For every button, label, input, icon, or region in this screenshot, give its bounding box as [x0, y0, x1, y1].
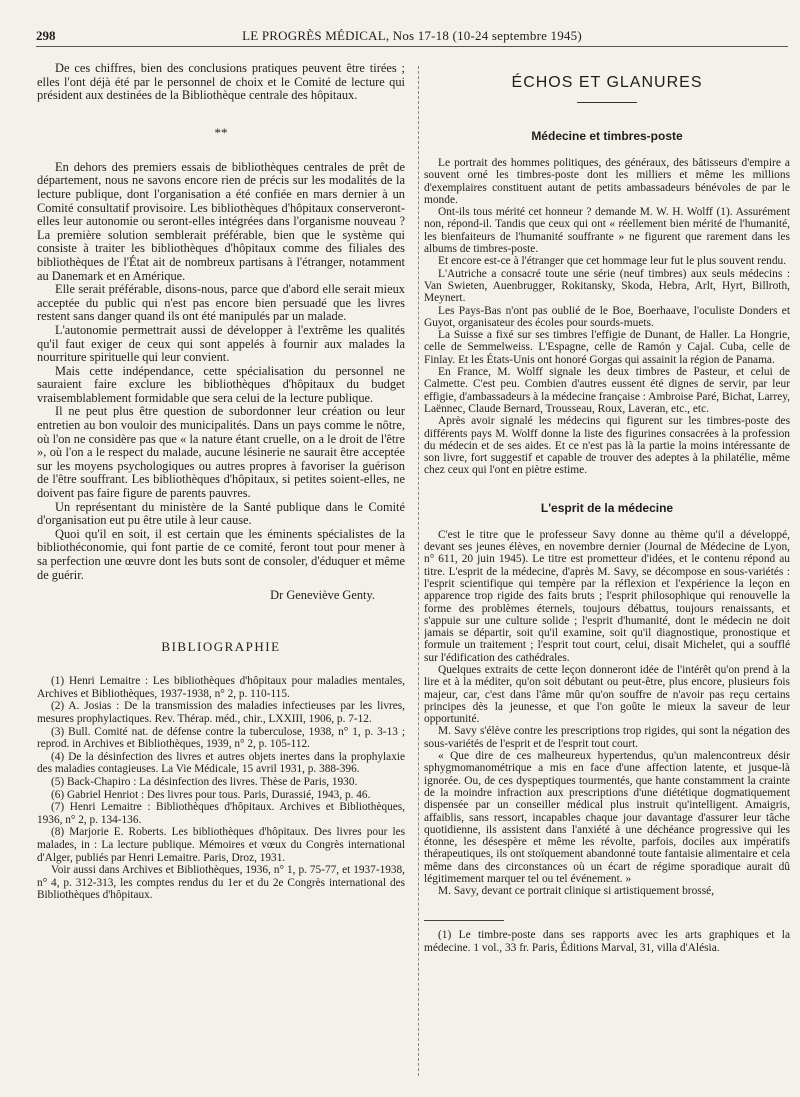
paragraph: « Que dire de ces malheureux hypertendus, qu'un malencontreux désir sphygmomanométrique a mis en face d'une affection latente, et jusque-là ignorée. Ou, de ces dyspeptiques tourmentés, que hante constamment la crainte de la moindre infraction aux prescriptions d'une diététique dogmatiquement dispensée par un conseiller médical plus instruit qu'intelligent. Amaigris, affaiblis, sans ressort, incapables chaque jour davantage d'assurer leur tâche quotidienne, ils assistent dans l'anxiété à une déchéance progressive qui les étonne, les désespère et même les révolte, parfois, dociles aux impératifs thérapeutiques, ils ont stoïquement abandonné toute fantaisie alimentaire et cela même dans des circonstances où un écart de régime sporadique aurait dû légitimement marquer tel ou tel événement. » [424, 750, 790, 886]
subsection-title: L'esprit de la médecine [540, 500, 674, 515]
section-title: ÉCHOS ET GLANURES [511, 74, 703, 91]
bibliography-title: BIBLIOGRAPHIE [161, 639, 281, 655]
bibliography-entry: Voir aussi dans Archives et Bibliothèques, 1936, n° 1, p. 75-77, et 1937-1938, n° 4, p. 312-313, les comptes rendus du 1er et du 2e Congrès international des Bibliothèques d'hôpitaux. [37, 864, 405, 902]
left-column [37, 62, 405, 902]
subsection-title: Médecine et timbres-poste [531, 129, 683, 143]
right-column [424, 62, 790, 955]
paragraph: Elle serait préférable, disons-nous, parce que d'abord elle serait mieux acceptée du public qui n'est pas encore bien persuadé que les livres restent sans danger quand ils ont été manipulés par un malade. [37, 282, 405, 324]
author-signature: Dr Geneviève Genty. [270, 588, 375, 603]
footnote-rule [424, 920, 504, 921]
page-number: 298 [36, 28, 56, 43]
paragraph: M. Savy s'élève contre les prescriptions trop rigides, qui sont la négation des sous-variétés de l'esprit et de l'esprit tout court. [424, 725, 790, 750]
paragraph: La Suisse a fixé sur ses timbres l'effigie de Dunant, de Haller. La Hongrie, celle de Semmelweiss. L'Espagne, celle de Ramón y Cajal. Cuba, celle de Finlay. Et les États-Unis ont honoré Gorgas qui assainit la région de Panama. [424, 329, 790, 366]
running-header [36, 28, 788, 47]
paragraph: Les Pays-Bas n'ont pas oublié de le Boe, Boerhaave, l'oculiste Donders et Guyot, organisateur des écoles pour sourds-muets. [424, 304, 790, 329]
paragraph: Il ne peut plus être question de subordonner leur création ou leur entretien au bon vouloir des municipalités. Dans un pays comme le nôtre, où l'on ne considère pas que « la nature étant cruelle, on a le droit de l'être », où l'on a le respect du malade, aucune lésinerie ne saurait être acceptée sur les moyens psychologiques ou autres propres à favoriser la guérison de l'être souffrant. Les bibliothèques d'hôpitaux, si petites soient-elles, ne doivent pas faire figure de parents pauvres. [37, 404, 405, 501]
bibliography-entry: (2) A. Josias : De la transmission des maladies infectieuses par les livres, mesures prophylactiques. Rev. Thérap. méd., chir., LXXIII, 1906, p. 7-12. [37, 700, 405, 725]
paragraph: L'autonomie permettrait aussi de développer à l'extrême les qualités qu'il faut exiger de ceux qui sont appelés à fournir aux malades la nourriture spirituelle qui leur convient. [37, 322, 405, 365]
paragraph: Quoi qu'il en soit, il est certain que les éminents spécialistes de la bibliothéconomie, qui font partie de ce comité, feront tout pour mener à sa perfection une œuvre dont les buts sont de consoler, d'éduquer et même de guérir. [37, 526, 405, 582]
bibliography-entry: (4) De la désinfection des livres et autres objets inertes dans la prophylaxie des maladies contagieuses. La Vie Médicale, 15 avril 1931, p. 388-396. [37, 750, 405, 776]
paragraph: Après avoir signalé les médecins qui figurent sur les timbres-poste des différents pays M. Wolff donne la liste des figurines consacrées à la profession du médecin et de ses aides. Et ce n'est pas là la partie la moins intéressante de son livre, fort suggestif et capable de trouver des adeptes à la philatélie, même chez ceux qui l'ont en piètre estime. [424, 415, 790, 477]
bibliography-entry: (1) Henri Lemaitre : Les bibliothèques d'hôpitaux pour maladies mentales, Archives et Bibliothèques, 1937-1938, n° 2, p. 110-115. [37, 675, 405, 700]
column-divider [418, 66, 419, 1076]
paragraph: Quelques extraits de cette leçon donneront idée de l'intérêt qu'on prend à la lire et à la méditer, qu'on soit débutant ou peut-être, plus encore, plusieurs fois majeur, car, c'est dans l'âme mûr qu'on souffre de n'avoir pas reçu certains principes dès la jeunesse, et que l'on goûte le mieux la saveur de leur opportunité. [424, 663, 790, 726]
title-rule [577, 102, 637, 103]
paragraph: Ont-ils tous mérité cet honneur ? demande M. W. H. Wolff (1). Assurément non, répond-il. Tandis que ceux qui ont « réellement bien mérité de l'humanité, les bienfaiteurs de l'humanité souffrante » ne figurent que rarement dans les albums de timbres-poste. [424, 206, 790, 256]
paragraph: M. Savy, devant ce portrait clinique si artistiquement brossé, [438, 885, 715, 898]
bibliography-entry: (7) Henri Lemaitre : Bibliothèques d'hôpitaux. Archives et Bibliothèques, 1936, n° 2, p. 134-136. [37, 801, 405, 826]
paragraph: C'est le titre que le professeur Savy donne au thème qu'il a développé, devant ses jeunes élèves, en novembre dernier (Journal de Médecine de Lyon, n° 611, 20 juin 1945). Le titre est prometteur d'idées, et le contenu répond au titre. L'esprit de la médecine, d'après M. Savy, se décompose en sous-variétés : l'esprit scientifique qui tempère par la réflexion et l'expérience la leçon en apparence trop rigide des faits bruts ; l'esprit philosophique qui renouvelle la forme des problèmes éternels, toujours débattus, toujours renaissants, et s'appuie sur une culture solide ; l'esprit d'humanité, dont le médecin ne doit jamais se départir, soit qu'il examine, soit qu'il diagnostique, pronostique et formule un traitement ; l'esprit tout court, celui, disait Michelet, qui a soufflé sur l'édification des cathédrales. [424, 528, 790, 664]
bibliography-entry: (6) Gabriel Henriot : Des livres pour tous. Paris, Durassié, 1943, p. 46. [51, 788, 371, 801]
bibliography-entry: (5) Back-Chapiro : La désinfection des livres. Thèse de Paris, 1930. [51, 775, 358, 788]
paragraph: De ces chiffres, bien des conclusions pratiques peuvent être tirées ; elles l'ont déjà été par le personnel de choix et le Comité de lecture qui président aux destinées de la Bibliothèque centrale des hôpitaux. [37, 62, 405, 103]
footnote: (1) Le timbre-poste dans ses rapports avec les arts graphiques et la médecine. 1 vol., 33 fr. Paris, Éditions Marval, 31, villa d'Alésia. [424, 928, 790, 954]
paragraph: Mais cette indépendance, cette spécialisation du personnel ne sauraient faire exclure les bibliothèques d'hôpitaux du budget vraisemblablement formidable que sera celui de la lecture publique. [37, 363, 405, 405]
paragraph: L'Autriche a consacré toute une série (neuf timbres) aux seuls médecins : Van Swieten, Auenbrugger, Rokitansky, Skoda, Hebra, Arlt, Hyrt, Billroth, Meynert. [424, 267, 790, 305]
bibliography-entry: (8) Marjorie E. Roberts. Les bibliothèques d'hôpitaux. Des livres pour les malades, in : La lecture publique. Mémoires et vœux du Congrès international d'Alger, publiés par Henri Lemaitre. Paris, Droz, 1931. [37, 826, 405, 864]
section-stars: ** [214, 124, 228, 140]
paragraph: En dehors des premiers essais de bibliothèques centrales de prêt de département, nous ne savons encore rien de précis sur les modalités de la lecture publique, dont l'organisation a été confiée en mars dernier à un Comité consultatif provisoire. Les bibliothèques d'hôpitaux conserveront-elles leur autonomie ou seront-elles intégrées dans l'organisme nouveau ? La première solution semblerait préférable, bien que le système qui consiste à traiter les bibliothèques d'hôpitaux comme des filiales des bibliothèques de l'État ait de nombreux partisans à l'étranger, notamment au Danemark et en Amérique. [37, 159, 405, 283]
paragraph: Un représentant du ministère de la Santé publique dans le Comité d'organisation eut pu être utile à leur cause. [37, 499, 405, 528]
paragraph: Le portrait des hommes politiques, des généraux, des bâtisseurs d'empire a souvent orné les timbres-poste dont les milliers et même les millions d'exemplaires constituent autant de petits ambassadeurs bénévoles de par le monde. [424, 157, 790, 206]
paragraph: Et encore est-ce à l'étranger que cet hommage leur fut le plus souvent rendu. [438, 255, 787, 268]
paragraph: En France, M. Wolff signale les deux timbres de Pasteur, et celui de Calmette. C'est peu. Combien d'autres eussent été dignes de servir, par leur effigie, d'ambassadeurs à la médecine française : Ambroise Paré, Bichat, Larrey, Laënnec, Claude Bernard, Trousseau, Roux, Laveran, etc., etc. [424, 366, 790, 415]
bibliography-entry: (3) Bull. Comité nat. de défense contre la tuberculose, 1938, n° 1, p. 3-13 ; reprod. in Archives et Bibliothèques, 1939, n° 2, p. 105-112. [37, 725, 405, 751]
running-title: LE PROGRÈS MÉDICAL, Nos 17-18 (10-24 septembre 1945) [242, 28, 582, 43]
